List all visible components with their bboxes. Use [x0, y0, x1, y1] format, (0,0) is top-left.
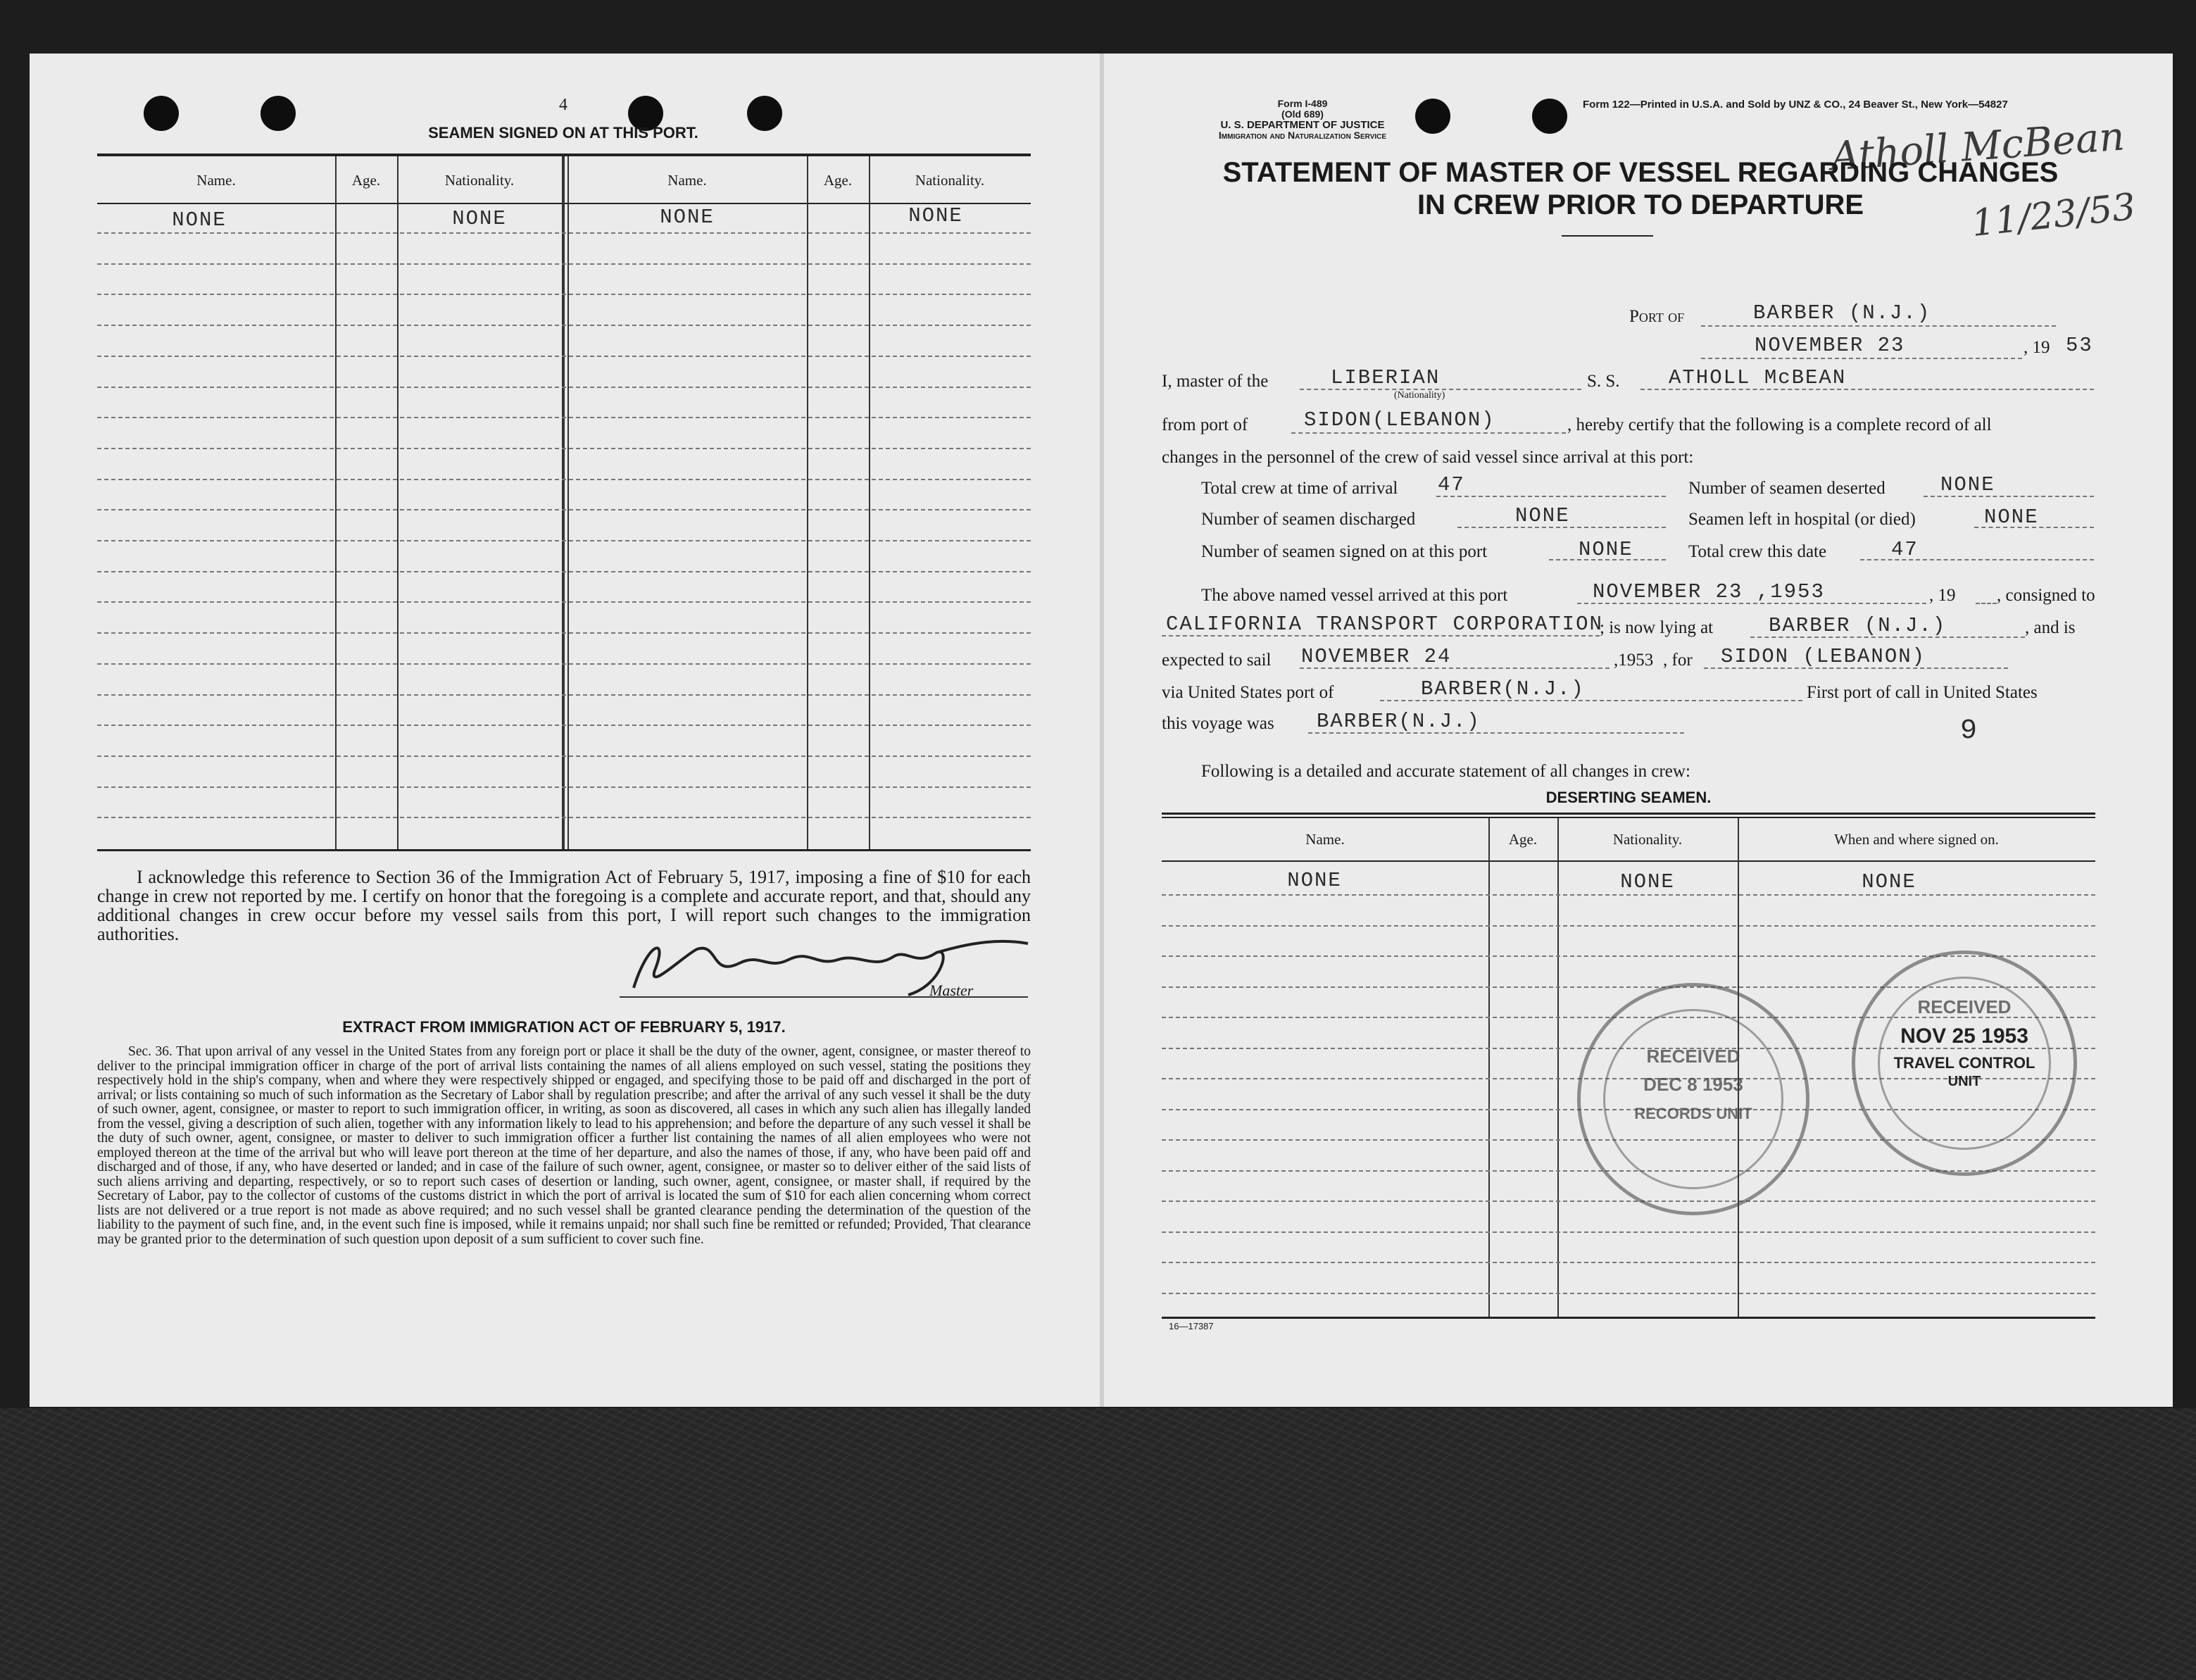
handwritten-vessel-name: Atholl McBean: [1829, 113, 2126, 180]
punch-hole: [261, 96, 296, 131]
vessel-name: ATHOLL McBEAN: [1669, 366, 1847, 389]
form-title: [1155, 156, 2126, 221]
ss-label: S. S.: [1587, 372, 1620, 391]
table-row-rule: [97, 601, 1031, 603]
table-cell-name: NONE: [1287, 869, 1342, 892]
column-header-age: Age.: [1508, 831, 1538, 848]
arrived-year-prefix: , 19: [1929, 586, 1956, 605]
year-value: 53: [2066, 334, 2093, 357]
via-label: via United States port of: [1162, 683, 1334, 702]
column-header-nationality: Nationality.: [915, 172, 985, 189]
table-row-rule: [1162, 1201, 2095, 1202]
table-row-rule: [97, 325, 1031, 326]
expected-value: NOVEMBER 24: [1301, 645, 1452, 668]
total-arrival-label: Total crew at time of arrival: [1201, 479, 1398, 498]
handwritten-date: 11/23/53: [1969, 185, 2138, 246]
table-row-rule: [97, 294, 1031, 295]
received-stamp-travel-control: RECEIVED NOV 25 1953 TRAVEL CONTROL UNIT: [1852, 951, 2077, 1176]
acknowledgment-paragraph: I acknowledge this reference to Section 36 of the Immigration Act of February 5, 1917, imposing a fine of $10 for each change in crew not reported by me. I certify on honor that the foregoing is a complete and accurate report, and that, should any additional changes in crew occur before my vessel sails from this port, I will report such changes to the immigration authorities.: [97, 867, 1031, 944]
certify-text-2: changes in the personnel of the crew of said vessel since arrival at this port:: [1162, 448, 1694, 467]
service-name: Immigration and Naturalization Service: [1218, 130, 1387, 141]
from-port-value: SIDON(LEBANON): [1304, 408, 1495, 432]
punch-hole: [144, 96, 179, 131]
table-row-rule: [97, 479, 1031, 480]
arrived-label: The above named vessel arrived at this port: [1201, 586, 1508, 605]
column-header-signed-on: When and where signed on.: [1834, 831, 1999, 848]
table-cell-name: NONE: [660, 206, 715, 229]
table-row-rule: [97, 786, 1031, 788]
arrived-value: NOVEMBER 23 ,1953: [1593, 580, 1825, 603]
table-row-rule: [97, 509, 1031, 510]
deserted-label: Number of seamen deserted: [1688, 479, 1886, 498]
table-row-rule: [1162, 1293, 2095, 1294]
date-value: NOVEMBER 23: [1755, 334, 1905, 357]
table-cell-name: NONE: [172, 208, 227, 232]
table-row-rule: [97, 817, 1031, 818]
table-row-rule: [1162, 925, 2095, 927]
port-label: Port of: [1629, 307, 1685, 326]
table-row-rule: [1162, 1262, 2095, 1263]
table-row-rule: [1162, 894, 2095, 896]
form-old-number: (Old 689): [1281, 108, 1324, 120]
table-row-rule: [97, 725, 1031, 726]
page-number: 4: [559, 96, 567, 114]
section-title: SEAMEN SIGNED ON AT THIS PORT.: [428, 124, 698, 142]
title-line-1: STATEMENT OF MASTER OF VESSEL REGARDING CHANGES: [1222, 157, 2059, 188]
this-voyage-value: BARBER(N.J.): [1317, 710, 1481, 733]
table-row-rule: [97, 663, 1031, 665]
total-arrival-value: 47: [1438, 473, 1465, 496]
handwritten-mark-9: 9: [1960, 715, 1979, 747]
year-prefix: , 19: [2024, 338, 2050, 357]
hospital-label: Seamen left in hospital (or died): [1688, 510, 1916, 529]
discharged-value: NONE: [1515, 504, 1570, 527]
form-number: Form I-489: [1277, 98, 1328, 109]
punch-hole: [1532, 99, 1567, 134]
signed-on-label: Number of seamen signed on at this port: [1201, 542, 1488, 561]
table-row-rule: [1162, 1231, 2095, 1233]
table-row-rule: [97, 540, 1031, 541]
table-row-rule: [97, 387, 1031, 388]
extract-text: Sec. 36. That upon arrival of any vessel in the United States from any foreign port or place it shall be the duty of the owner, agent, consignee, or master thereof to deliver to the principal immigration officer in charge of the port of arrival lists containing the names of all aliens employed on such vessel, stating the positions they respectively hold in the ship's company, when and where they were respectively shipped or engaged, and specifying those to be paid off and discharged in the port of arrival; or lists containing so much of such information as the Secretary of Labor shall by regulation prescribe; and after the arrival of any such vessel it shall be the duty of such owner, agent, consignee, or master to report to such immigration officer, in writing, as soon as discovered, all cases in which any such alien has illegally landed from the vessel, giving a description of such alien, together with any information likely to lead to his apprehension; and before the departure of any such vessel it shall be the duty of such owner, agent, consignee, or master to deliver to such immigration officer a further list containing the names of all alien employees who were not employed thereon at the time of the arrival but who will leave port thereon at the time of her departure, and also the names of those, if any, who have been paid off and discharged and of those, if any, who have deserted or landed; and in case of the failure of such owner, agent, consignee, or master so to deliver either of the said lists of such aliens arriving and departing, respectively, or so to report such cases of desertion or landing, such owner, agent, consignee, or master shall, if required by the Secretary of Labor, pay to the collector of customs of the customs district in which the port of arrival is located the sum of $10 for each alien concerning whom correct lists are not delivered or a true report is not made as above required; and no such vessel shall be granted clearance pending the determination of the question of the liability to the payment of such fine, and, in the event such fine is imposed, while it remains unpaid; nor shall such fine be remitted or refunded; Provided, That clearance may be granted prior to the determination of such question upon deposit of a sum sufficient to cover such fine.: [97, 1044, 1031, 1247]
following-text: Following is a detailed and accurate statement of all changes in crew:: [1201, 762, 1690, 781]
nationality-value: LIBERIAN: [1331, 366, 1441, 389]
table-row-rule: [97, 356, 1031, 357]
table-row-rule: [97, 756, 1031, 757]
table-row-rule: [97, 263, 1031, 265]
expected-year: ,1953: [1614, 651, 1654, 670]
table-row-rule: [97, 571, 1031, 572]
table-bottom-rule: [97, 849, 1031, 851]
printer-note: Form 122—Printed in U.S.A. and Sold by UNZ & CO., 24 Beaver St., New York—54827: [1583, 99, 2008, 111]
table-row-rule: [97, 448, 1031, 449]
table-row-rule: [97, 417, 1031, 418]
via-value: BARBER(N.J.): [1421, 677, 1585, 701]
deserted-value: NONE: [1940, 473, 1995, 496]
column-header-age: Age.: [351, 172, 381, 189]
lying-label: ; is now lying at: [1600, 618, 1714, 637]
column-header-age: Age.: [823, 172, 853, 189]
table-row-rule: [97, 232, 1031, 234]
consignee-value: CALIFORNIA TRANSPORT CORPORATION: [1166, 613, 1603, 636]
hospital-value: NONE: [1984, 506, 2039, 529]
certify-text: , hereby certify that the following is a complete record of all: [1567, 415, 1992, 434]
deserting-title: DESERTING SEAMEN.: [1545, 789, 1712, 806]
department-name: U. S. DEPARTMENT OF JUSTICE: [1220, 119, 1385, 131]
signed-on-value: NONE: [1579, 538, 1633, 561]
extract-title: EXTRACT FROM IMMIGRATION ACT OF FEBRUARY 5, 1917.: [342, 1018, 786, 1036]
form-header: [1169, 99, 1436, 141]
footer-code: 16—17387: [1169, 1321, 1214, 1331]
column-header-name: Name.: [667, 172, 707, 189]
column-header-name: Name.: [1305, 831, 1345, 848]
for-label: , for: [1663, 651, 1693, 670]
this-voyage-label: this voyage was: [1162, 714, 1274, 733]
column-header-name: Name.: [196, 172, 236, 189]
received-stamp-records-unit: RECEIVED DEC 8 1953 RECORDS UNIT: [1577, 983, 1809, 1215]
nationality-caption: (Nationality): [1394, 390, 1445, 401]
master-signature: [606, 928, 1042, 1005]
column-header-nationality: Nationality.: [1612, 831, 1683, 848]
scanner-background: [0, 1408, 2196, 1680]
from-port-label: from port of: [1162, 415, 1248, 434]
for-value: SIDON (LEBANON): [1721, 645, 1926, 668]
port-value: BARBER (N.J.): [1753, 301, 1931, 325]
expected-label: expected to sail: [1162, 651, 1272, 670]
and-is-text: , and is: [2025, 618, 2076, 637]
first-port-label: First port of call in United States: [1807, 683, 2038, 702]
table-cell-signed-on: NONE: [1862, 870, 1916, 894]
consigned-label: , consigned to: [1997, 586, 2095, 605]
discharged-label: Number of seamen discharged: [1201, 510, 1416, 529]
total-date-label: Total crew this date: [1688, 542, 1827, 561]
table-row-rule: [97, 632, 1031, 634]
title-line-2: IN CREW PRIOR TO DEPARTURE: [1417, 189, 1864, 220]
lying-value: BARBER (N.J.): [1769, 614, 1947, 637]
master-prefix: I, master of the: [1162, 372, 1269, 391]
total-date-value: 47: [1891, 538, 1919, 561]
column-header-nationality: Nationality.: [444, 172, 515, 189]
table-cell-nationality: NONE: [908, 204, 963, 227]
table-row-rule: [97, 694, 1031, 696]
table-cell-nationality: NONE: [1620, 870, 1675, 894]
table-cell-nationality: NONE: [452, 207, 507, 230]
signature-caption: Master: [929, 982, 974, 999]
